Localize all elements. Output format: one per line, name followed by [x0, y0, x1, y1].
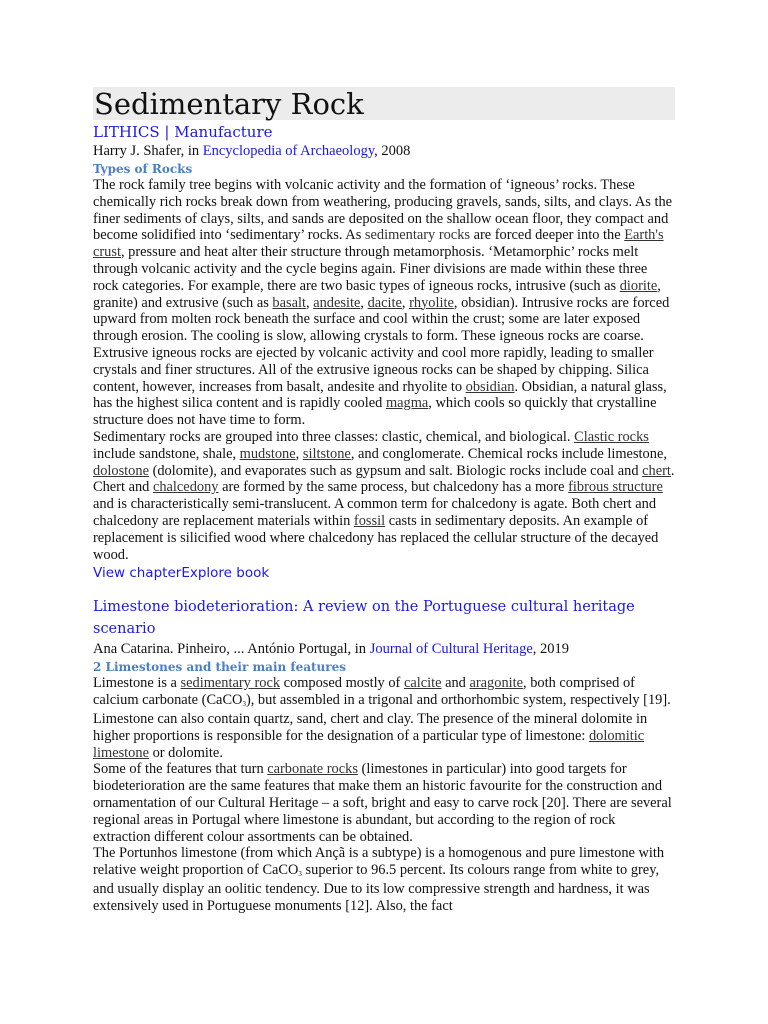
link-diorite[interactable]: diorite [619, 277, 658, 294]
body-text [93, 177, 675, 563]
link-magma[interactable]: magma [385, 395, 429, 412]
text: and is characteristically semi-translucent. A common term for chalcedony is agate. Both chert and chalcedony are replacement materials within [93, 496, 657, 529]
text: (limestones in particular) into good targets for biodeterioration are the same features that make them an historic favourite for the construction and ornamentation of our Cultural Heritage – a soft, bright and easy to carve rock [20]. There are several regional areas in Portugal where limestone is abundant, but according to the region of rock extraction different colour assortments can be obtained. [93, 761, 672, 845]
text: and [441, 675, 470, 692]
subhead: 2 Limestones and their main features [93, 660, 346, 675]
link-sedimentary-rock[interactable]: sedimentary rock [180, 675, 281, 692]
year-text: , 2008 [374, 143, 411, 159]
link-siltstone[interactable]: siltstone [302, 445, 351, 462]
publication-link[interactable]: Encyclopedia of Archaeology [202, 143, 375, 159]
link-clastic-rocks[interactable]: Clastic rocks [574, 428, 649, 445]
subhead: Types of Rocks [93, 162, 193, 176]
link-basalt[interactable]: basalt [272, 294, 306, 311]
text: ), but assembled in a trigonal and orthorhombic system, respectively [19]. Limestone can also contain quartz, sand, chert and clay. The presence of the mineral dolomite in higher proportions is responsible for the designation of a particular type of limestone: [93, 692, 671, 744]
link-carbonate-rocks[interactable]: carbonate rocks [267, 761, 358, 778]
view-actions [93, 564, 675, 582]
text: , granite) and extrusive (such as [93, 277, 661, 311]
link-calcite[interactable]: calcite [403, 675, 442, 692]
paragraph [93, 845, 675, 914]
text: , [306, 294, 314, 311]
text: include sandstone, shale, [93, 445, 240, 462]
explore-book-link[interactable]: Explore book [181, 565, 270, 582]
paragraph [93, 761, 675, 845]
page-title: Sedimentary Rock [93, 87, 675, 120]
text: , and conglomerate. Chemical rocks include limestone, [350, 445, 667, 462]
text: are forced deeper into the [470, 227, 625, 244]
subscript: 3 [298, 870, 302, 879]
text: . Chert and [93, 462, 675, 496]
text: Sedimentary rocks are grouped into three classes: clastic, chemical, and biological. [93, 428, 575, 445]
author-text: Ana Catarina. Pinheiro, ... António Portugal, in [93, 641, 370, 658]
link-dolostone[interactable]: dolostone [93, 462, 149, 479]
byline [93, 142, 675, 161]
body-text [93, 675, 675, 914]
year-text: , 2019 [532, 641, 570, 658]
text: , which cools so quickly that crystalline structure does not have time to form. [93, 395, 657, 429]
link-sedimentary-rocks[interactable]: sedimentary rocks [364, 227, 470, 244]
link-rhyolite[interactable]: rhyolite [409, 294, 454, 311]
text: The rock family tree begins with volcanic activity and the formation of ‘igneous’ rocks. These chemically rich rocks break down from weathering, producing gravels, sands, silts, and clays. As the finer sediments of clays, silts, and sands are deposited on the shallow ocean floor, they compact and become solidified into ‘sedimentary’ rocks. As [93, 177, 673, 244]
spacer [93, 582, 675, 596]
text: , pressure and heat alter their structure through metamorphosis. ‘Metamorphic’ rocks melt through volcanic activity and the cycle begins again. Finer divisions are made within these three rock categories. For example, there are two basic types of igneous rocks, intrusive (such as [93, 244, 648, 294]
link-fossil[interactable]: fossil [353, 512, 386, 529]
link-mudstone[interactable]: mudstone [239, 445, 296, 462]
text: are formed by the same process, but chalcedony has a more [218, 479, 569, 496]
link-obsidian[interactable]: obsidian [465, 378, 515, 395]
view-chapter-link[interactable]: View chapter [93, 565, 182, 582]
text: , [295, 445, 303, 462]
text: , [401, 294, 410, 311]
publication-link[interactable]: Journal of Cultural Heritage [369, 641, 533, 658]
link-chalcedony[interactable]: chalcedony [152, 479, 219, 496]
link-andesite[interactable]: andesite [313, 294, 361, 311]
link-chert[interactable]: chert [642, 462, 671, 479]
paragraph [93, 429, 675, 563]
link-aragonite[interactable]: aragonite [469, 675, 524, 692]
section-link-limestone[interactable]: Limestone biodeterioration: A review on the Portuguese cultural heritage scenario [93, 599, 635, 638]
text: . Obsidian, a natural glass, has the highest silica content and is rapidly cooled [93, 378, 667, 412]
paragraph [93, 675, 675, 761]
byline [93, 640, 675, 659]
text: composed mostly of [280, 675, 404, 692]
text: Some of the features that turn [93, 761, 268, 778]
text: The Portunhos limestone (from which Ançã is a subtype) is a homogenous and pure limestone with relative weight proportion of CaCO [93, 845, 665, 879]
text: , obsidian). Intrusive rocks are forced upward from molten rock beneath the surface and cool within the crust; some are later exposed through erosion. The cooling is slow, allowing crystals to form. These igneous rocks are coarse. Extrusive igneous rocks are ejected by volcanic activity and cool more rapidly, leading to smaller crystals and finer structures. All of the extrusive igneous rocks can be shaped by chipping. Silica content, however, increases from basalt, andesite and rhyolite to [93, 294, 670, 395]
section-link-lithics[interactable]: LITHICS | Manufacture [93, 123, 273, 141]
paragraph [93, 177, 675, 429]
text: , both comprised of calcium carbonate (CaCO [93, 675, 635, 709]
link-earths-crust[interactable]: Earth's crust [93, 227, 664, 261]
link-dacite[interactable]: dacite [367, 294, 402, 311]
text: superior to 96.5 percent. Its colours range from white to grey, and usually display an oolitic tendency. Due to its low compressive strength and hardness, it was extensively used in Portuguese monuments [12]. Also, the fact [93, 862, 660, 914]
text: (dolomite), and evaporates such as gypsum and salt. Biologic rocks include coal and [148, 462, 643, 479]
subscript: 3 [242, 700, 246, 709]
text: casts in sedimentary deposits. An example of replacement is silicified wood where chalcedony has replaced the cellular structure of the decayed wood. [93, 512, 659, 563]
text: , [360, 294, 368, 311]
link-fibrous-structure[interactable]: fibrous structure [568, 479, 663, 496]
link-dolomitic-limestone[interactable]: dolomitic limestone [93, 727, 645, 761]
text: or dolomite. [148, 744, 223, 761]
author-text: Harry J. Shafer, in [93, 143, 203, 159]
text: Limestone is a [93, 675, 181, 692]
